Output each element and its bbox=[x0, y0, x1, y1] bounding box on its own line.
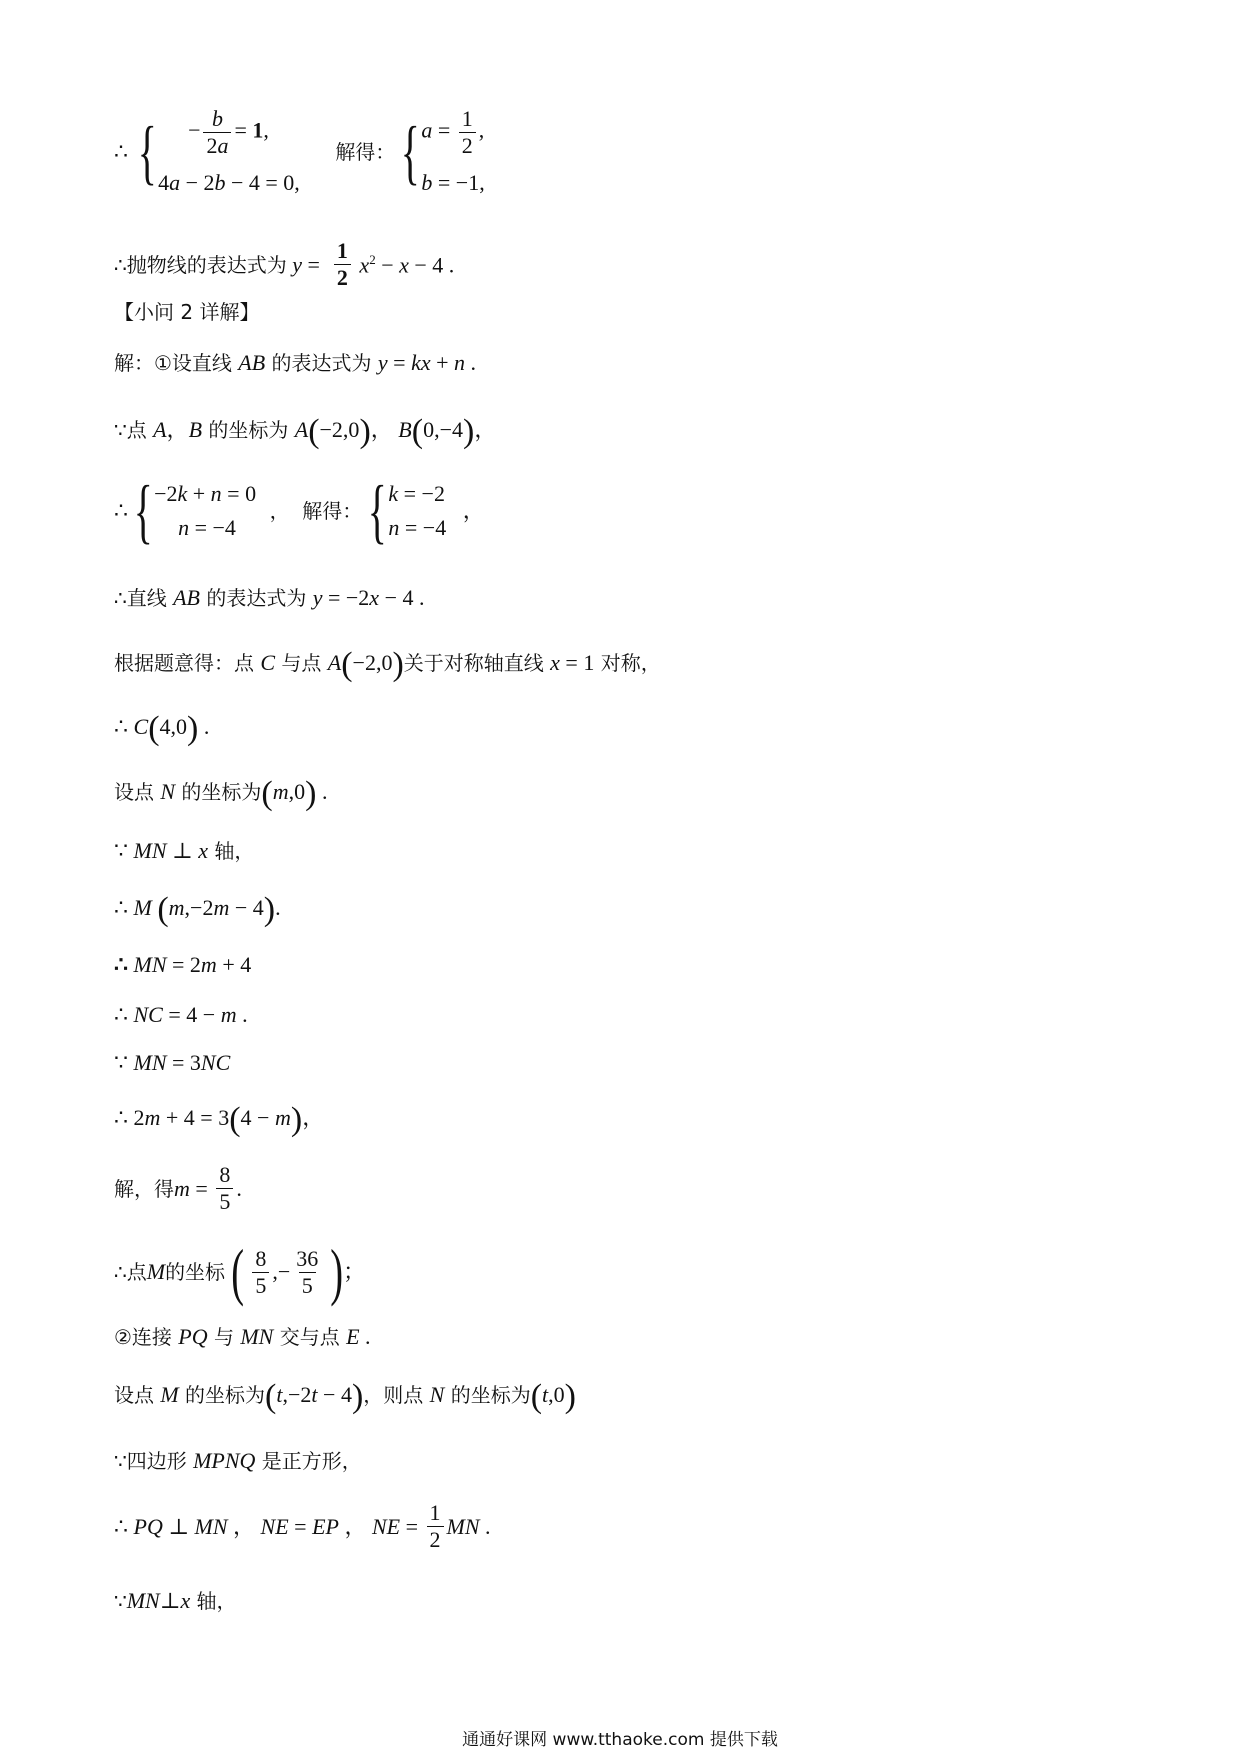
point-c: ∴ C(4,0) . bbox=[114, 710, 210, 747]
set-m-t: 设点 M 的坐标为(t,−2t − 4)，则点 N 的坐标为(t,0) bbox=[114, 1378, 576, 1415]
mn-perpendicular: ∵ MN ⊥ x 轴， bbox=[114, 838, 255, 863]
footer-source: 通通好课网 www.tthaoke.com 提供下载 bbox=[462, 1730, 778, 1750]
equation: ∴ 2m + 4 = 3(4 − m)， bbox=[114, 1101, 325, 1138]
parabola-expression: ∴抛物线的表达式为 y = $\frac{1}{2}$ $x^2 - x - 4$ . bbox=[114, 238, 455, 290]
system-equations-2: ∴ { −2k + n = 0 n = −4 ， 解得： { k = −2 n = −4 ， bbox=[114, 471, 485, 551]
square-statement: ∵四边形 MPNQ 是正方形， bbox=[114, 1448, 362, 1473]
m-coordinate: ∴点M的坐标 ( $\frac{8}{5}$ ,− $\frac{36}{5}$ )； bbox=[114, 1236, 366, 1307]
solve-m: 解，得m = $\frac{8}{5}$ . bbox=[114, 1162, 242, 1214]
coords-ab: ∵点 A，B 的坐标为 A(−2,0)， B(0,−4)， bbox=[114, 413, 497, 450]
nc-length: ∴ NC = 4 − m . bbox=[114, 1002, 248, 1027]
system-equations-1: ∴ { − $\frac{b}{2a}$ = 1, 4a − 2b − 4 = 0, 解得： { a = $\frac{1}{2}$ , b = −1, bbox=[114, 106, 485, 195]
mn-equals-3nc: ∵ MN = 3NC bbox=[114, 1050, 231, 1075]
point-n: 设点 N 的坐标为(m,0) . bbox=[114, 775, 328, 812]
connect-pq: ②连接 PQ 与 MN 交与点 E . bbox=[114, 1324, 371, 1349]
perp-relations: ∴ PQ ⊥ MN ， NE = EP ， NE = $\frac{1}{2}$ MN . bbox=[114, 1500, 491, 1552]
mn-length: ∴ MN = 2m + 4 bbox=[114, 952, 252, 977]
symmetry-statement: 根据题意得：点 C 与点 A(−2,0)关于对称轴直线 x = 1 对称， bbox=[114, 646, 661, 683]
line-ab-setup: 解：①设直线 AB 的表达式为 y = kx + n . bbox=[114, 350, 477, 375]
section-heading: 【小问 2 详解】 bbox=[114, 300, 260, 324]
mn-perpendicular-2: ∵MN⊥x 轴， bbox=[114, 1588, 237, 1613]
line-ab-expression: ∴直线 AB 的表达式为 y = −2x − 4 . bbox=[114, 585, 425, 610]
point-m: ∴ M (m,−2m − 4). bbox=[114, 891, 281, 928]
